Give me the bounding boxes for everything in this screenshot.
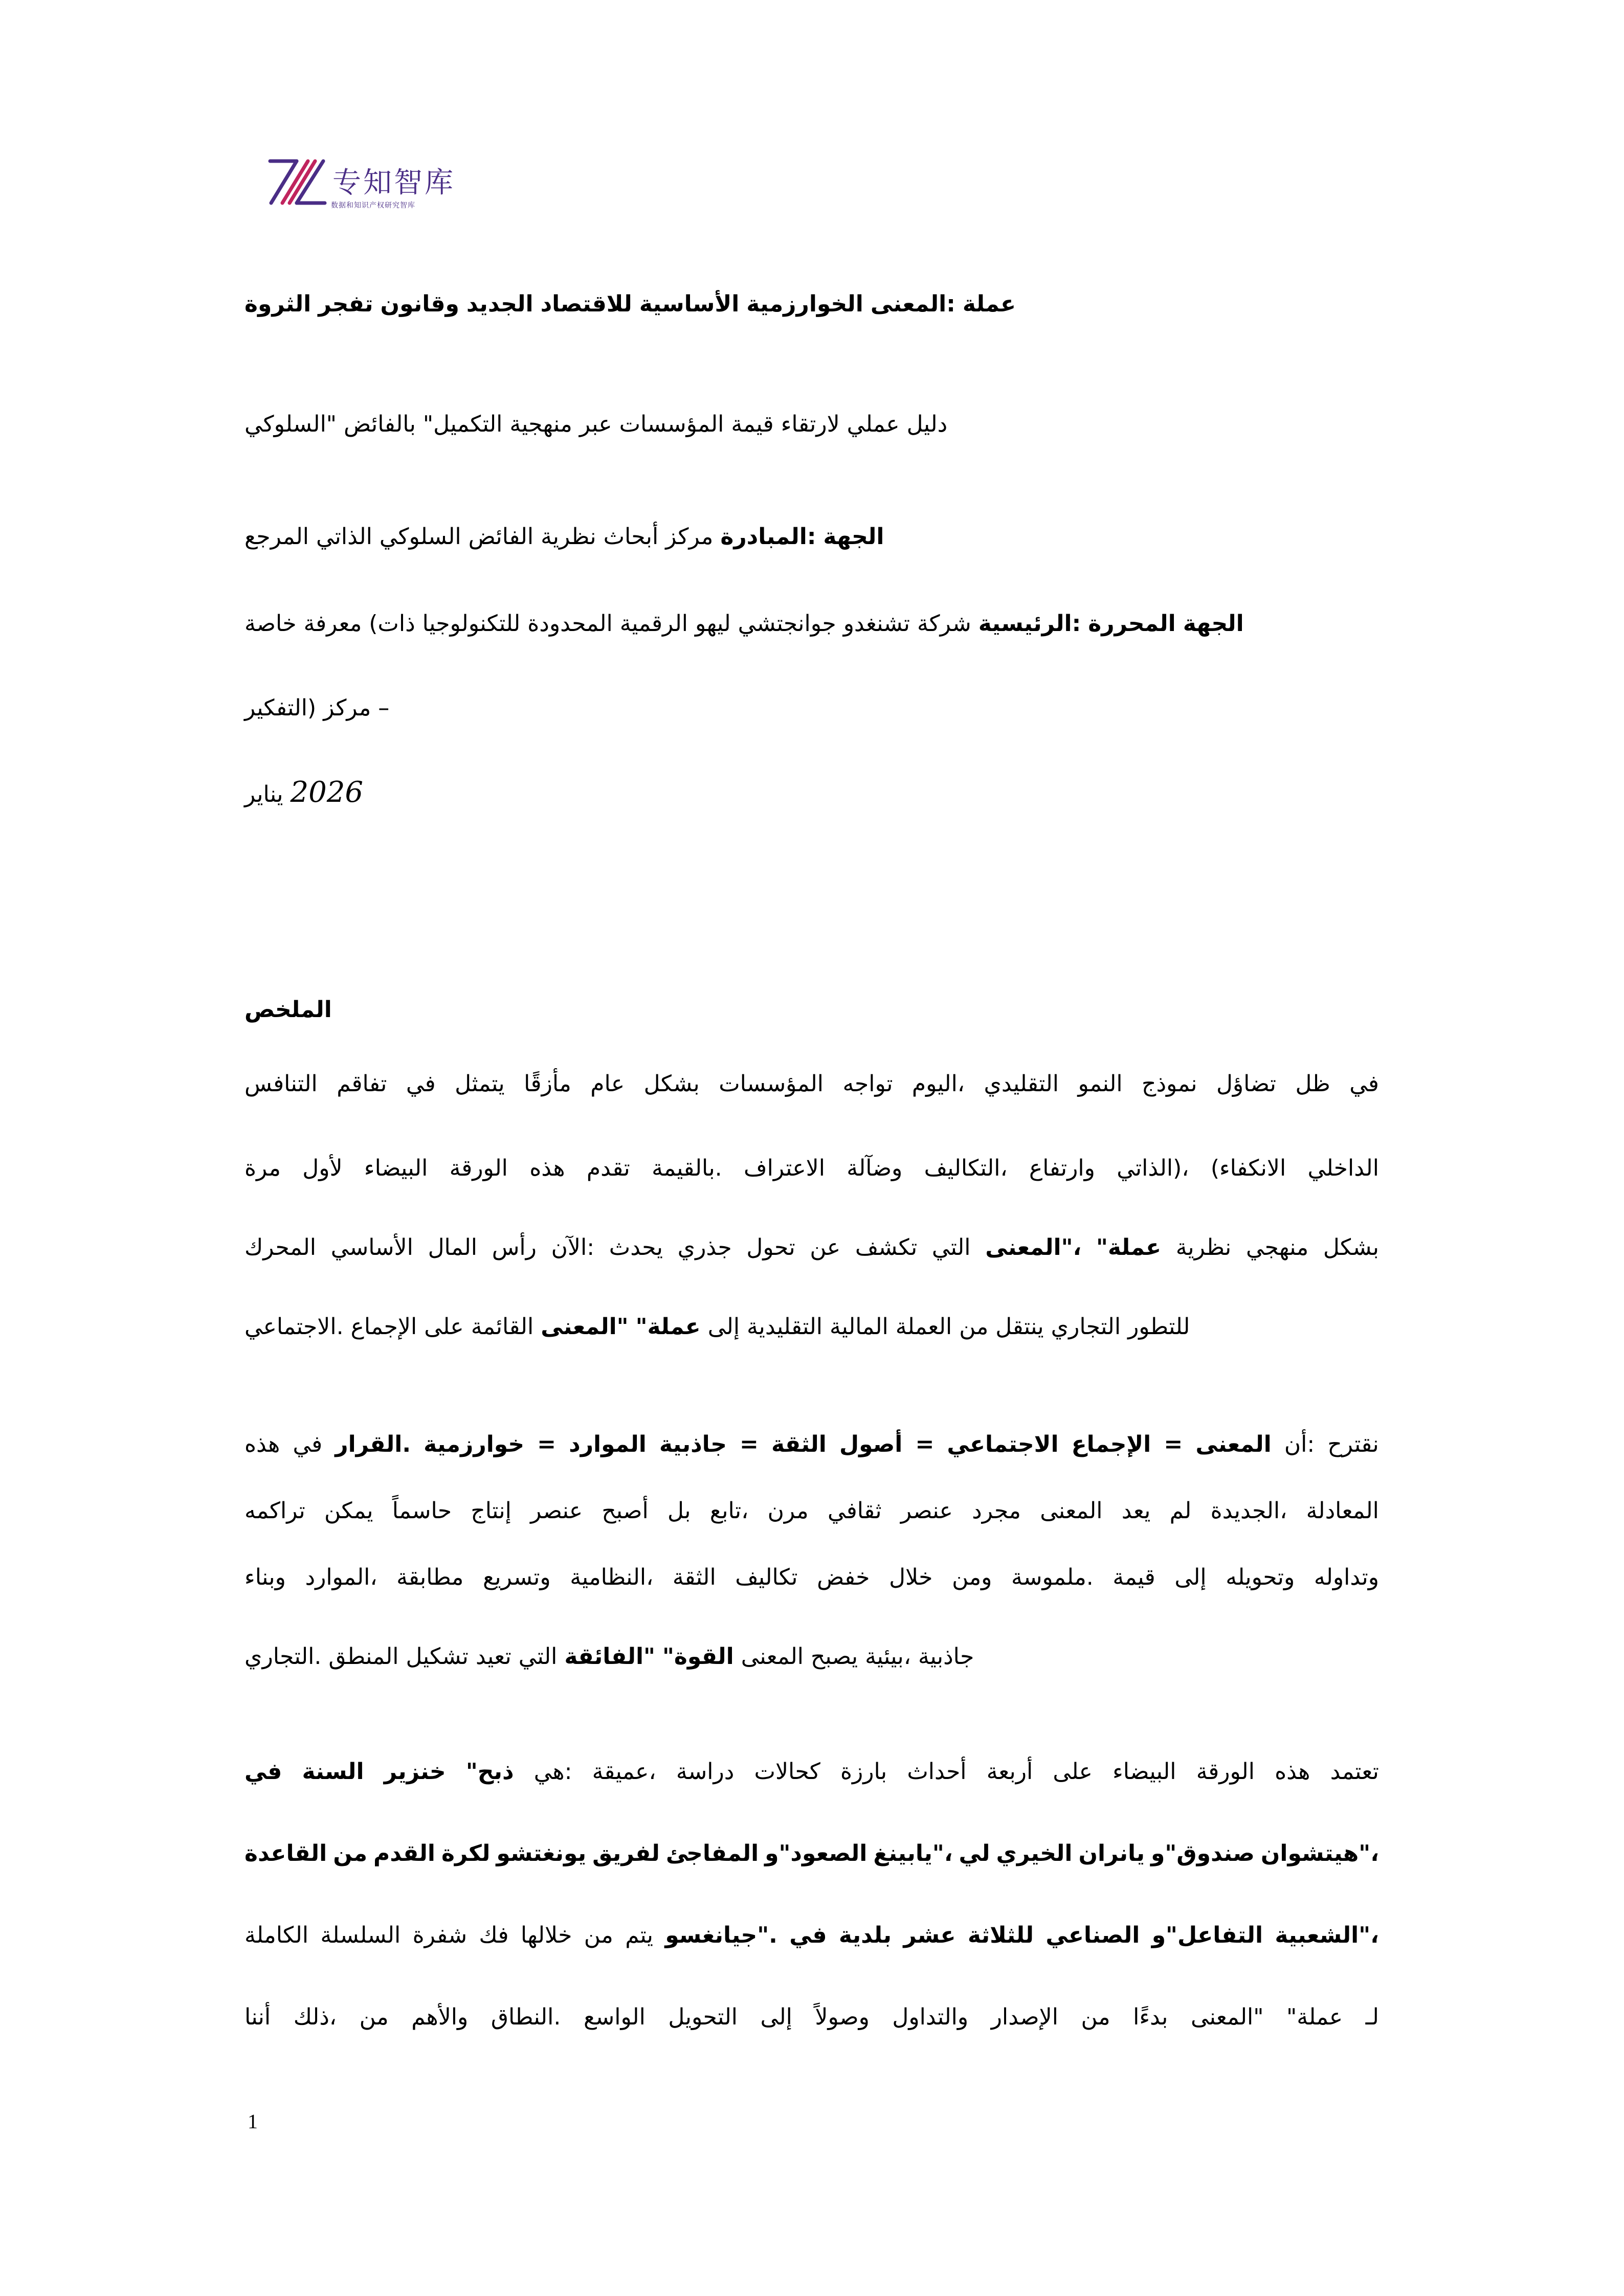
word: شركة: [917, 611, 971, 637]
word: الانكفاء): [1210, 1155, 1286, 1181]
word: جاذبية: [659, 1431, 727, 1457]
word: السلسلة: [320, 1922, 401, 1948]
word: نموذج: [1142, 1071, 1197, 1097]
abstract-paragraph-2-line: [244, 1424, 1379, 1465]
word: لارتقاء: [781, 411, 840, 437]
word: يحدث: [609, 1234, 663, 1260]
abstract-heading-text: الملخص: [244, 997, 332, 1023]
word: أصول: [839, 1431, 903, 1457]
document-title: [244, 284, 1379, 325]
word: الخوارزمية: [746, 291, 863, 317]
abstract-paragraph-1-line: [244, 1227, 1379, 1268]
page-number: 1: [248, 2110, 258, 2133]
word: القدم: [373, 1840, 435, 1866]
word: التفاعل"و: [1151, 1922, 1263, 1948]
word: (التفكير: [244, 695, 317, 721]
date-year: 2026: [290, 776, 363, 809]
word: ."جيانغسو: [665, 1922, 777, 1948]
abstract-paragraph-1-line: [244, 1307, 1379, 1347]
word: في: [244, 1759, 282, 1785]
word: عنصر: [900, 1498, 953, 1524]
word: دراسة: [676, 1759, 735, 1785]
word: ينتقل: [995, 1314, 1044, 1340]
abstract-paragraph-2-line: [244, 1636, 1379, 1677]
word: مركز: [665, 524, 714, 550]
word: المعنى: [1195, 1431, 1272, 1457]
word: .النطاق: [491, 2004, 561, 2030]
word: إلى: [760, 2004, 792, 2030]
word: المرجع: [244, 524, 309, 550]
word: "السلوكي: [244, 411, 337, 437]
word: السنة: [302, 1759, 364, 1785]
word: الأساسي: [330, 1234, 413, 1260]
logo: [266, 156, 471, 212]
word: جوانجتشي: [738, 611, 836, 637]
word: قيمة: [1113, 1564, 1155, 1590]
word: :الرئيسية: [978, 611, 1081, 637]
word: إلى: [707, 1314, 740, 1340]
word: بلدية: [838, 1922, 892, 1948]
word: مرن: [767, 1498, 809, 1524]
word: بل: [667, 1498, 691, 1524]
word: الثروة: [244, 291, 312, 317]
word: "المعنى: [541, 1314, 629, 1340]
word: عملة": [1096, 1234, 1162, 1260]
word: نقترح: [1327, 1431, 1379, 1457]
word: ،"هيتشوان: [1260, 1840, 1379, 1866]
word: مرة: [244, 1155, 281, 1181]
word: ،اليوم: [911, 1071, 965, 1097]
word: الذاتي: [316, 524, 372, 550]
word: ،بيئية: [865, 1644, 911, 1670]
word: تكاليف: [735, 1564, 798, 1590]
logo-subtitle: 数据和知识产权研究智库: [331, 201, 415, 210]
word: المعنى: [741, 1644, 804, 1670]
word: وتسريع: [482, 1564, 551, 1590]
word: عشر: [903, 1922, 956, 1948]
word: ذبح": [465, 1759, 514, 1785]
word: من: [959, 1314, 989, 1340]
word: :المبادرة: [720, 524, 816, 550]
word: البيضاء: [364, 1155, 428, 1181]
word: جذري: [677, 1234, 732, 1260]
word: الصناعي: [1045, 1922, 1140, 1948]
word: وقانون: [380, 291, 459, 317]
word: المعنى: [1040, 1498, 1103, 1524]
document-subtitle: [244, 404, 1379, 445]
date-month: يناير: [244, 781, 283, 807]
word: ومن: [952, 1564, 992, 1590]
word: القاعدة: [244, 1840, 327, 1866]
word: خنزير: [384, 1759, 446, 1785]
word: عام: [590, 1071, 625, 1097]
word: مجرد: [972, 1498, 1021, 1524]
word: هذه: [244, 1431, 280, 1457]
word: ذات): [369, 611, 415, 637]
word: الاعتراف: [744, 1155, 825, 1181]
word: لفريق: [592, 1840, 660, 1866]
word: لكرة: [441, 1840, 491, 1866]
word: تفاقم: [337, 1071, 387, 1097]
word: الاجتماعي: [947, 1431, 1059, 1457]
word: للتطور: [1128, 1314, 1190, 1340]
word: منهجية: [509, 411, 572, 437]
word: يتمثل: [455, 1071, 505, 1097]
word: مأزقًا: [524, 1071, 571, 1097]
word: بارزة: [840, 1759, 887, 1785]
word: الصعود"و: [765, 1840, 867, 1866]
word: وبناء: [244, 1564, 286, 1590]
word: خلالها: [520, 1922, 572, 1948]
abstract-paragraph-1-line: [244, 1148, 1379, 1189]
word: أبحاث: [603, 524, 659, 550]
word: وصولاً: [815, 2004, 870, 2030]
word: الثقة: [771, 1431, 827, 1457]
word: النمو: [1078, 1071, 1123, 1097]
abstract-paragraph-3-line: [244, 1997, 1379, 2038]
word: القائمة: [471, 1314, 534, 1340]
word: الثقة: [672, 1564, 716, 1590]
word: منهجي: [1245, 1234, 1309, 1260]
word: المؤسسات: [719, 1071, 824, 1097]
word: وتحويله: [1226, 1564, 1295, 1590]
word: المعادلة: [1306, 1498, 1379, 1524]
word: التقليدية: [747, 1314, 822, 1340]
word: =: [537, 1431, 557, 1457]
word: والتداول: [892, 2004, 969, 2030]
word: التحويل: [668, 2004, 738, 2030]
word: دليل: [906, 411, 948, 437]
word: أحداث: [907, 1759, 967, 1785]
word: تواجه: [842, 1071, 893, 1097]
abstract-paragraph-3-line: [244, 1833, 1379, 1874]
word: الداخلي: [1307, 1155, 1379, 1181]
word: يصبح: [811, 1644, 858, 1670]
logo-mark-icon: [266, 156, 330, 210]
word: عملة": [1286, 2004, 1343, 2030]
word: عملة": [635, 1314, 701, 1340]
word: تضاؤل: [1216, 1071, 1276, 1097]
word: التي: [518, 1644, 558, 1670]
word: من: [1081, 2004, 1110, 2030]
word: أننا: [244, 2004, 271, 2030]
word: تشنغدو: [843, 611, 910, 637]
word: يتم: [625, 1922, 653, 1948]
word: ،عميقة: [592, 1759, 656, 1785]
word: :المعنى: [870, 291, 955, 317]
word: الفائض: [468, 524, 534, 550]
word: بالفائض: [344, 411, 416, 437]
word: :أن: [1284, 1431, 1315, 1457]
word: خفض: [817, 1564, 870, 1590]
word: ،"الشعبية: [1275, 1922, 1379, 1948]
word: .ملموسة: [1011, 1564, 1094, 1590]
word: لي: [959, 1840, 990, 1866]
word: كحالات: [754, 1759, 820, 1785]
word: "الفائقة: [564, 1644, 655, 1670]
word: والأهم: [411, 2004, 469, 2030]
word: بشكل: [1323, 1234, 1379, 1260]
word: =: [740, 1431, 759, 1457]
word: تقدم: [586, 1155, 630, 1181]
word: معرفة: [303, 611, 362, 637]
word: لم: [1169, 1498, 1192, 1524]
word: الورقة: [1196, 1759, 1255, 1785]
word: رأس: [492, 1234, 537, 1260]
word: الواسع: [583, 2004, 646, 2030]
word: .القرار: [335, 1431, 411, 1457]
editor-line: [244, 603, 1379, 644]
word: لـ: [1365, 2004, 1379, 2030]
word: الإصدار: [991, 2004, 1058, 2030]
word: في: [406, 1071, 436, 1097]
word: من: [333, 1840, 368, 1866]
word: في: [293, 1431, 323, 1457]
word: تكشف: [855, 1234, 918, 1260]
word: على: [1053, 1759, 1093, 1785]
word: عنصر: [530, 1498, 583, 1524]
word: من: [359, 2004, 389, 2030]
word: .التجاري: [244, 1644, 322, 1670]
word: وارتفاع: [1029, 1155, 1095, 1181]
word: تشكيل: [406, 1644, 469, 1670]
word: ،النظامية: [570, 1564, 654, 1590]
word: الجهة: [1183, 611, 1244, 637]
word: صندوق"و: [1151, 1840, 1255, 1866]
word: تعتمد: [1330, 1759, 1379, 1785]
word: إلى: [1174, 1564, 1207, 1590]
initiator-line: [244, 516, 1379, 557]
word: التكميل": [422, 411, 503, 437]
abstract-paragraph-3-line: [244, 1915, 1379, 1956]
word: الأساسية: [639, 291, 740, 317]
word: على: [424, 1314, 464, 1340]
abstract-paragraph-3-line: [244, 1751, 1379, 1792]
word: يونغتشو: [496, 1840, 587, 1866]
word: التجاري: [1051, 1314, 1121, 1340]
word: .بالقيمة: [652, 1155, 722, 1181]
word: لأول: [302, 1155, 343, 1181]
word: عبر: [579, 411, 612, 437]
word: يانران: [1078, 1840, 1145, 1866]
word: :الآن: [551, 1234, 595, 1260]
word: المحررة: [1088, 611, 1176, 637]
word: هذه: [1275, 1759, 1310, 1785]
word: ،تابع: [709, 1498, 749, 1524]
logo-title: 专知智库: [332, 166, 455, 199]
word: تعيد: [475, 1644, 511, 1670]
word: قيمة: [731, 411, 774, 437]
word: عملة: [962, 291, 1016, 317]
word: =: [1164, 1431, 1183, 1457]
word: فك: [479, 1922, 509, 1948]
word: جاذبية: [918, 1644, 974, 1670]
word: عملي: [847, 411, 900, 437]
word: ظل: [1295, 1071, 1330, 1097]
word: أصبح: [602, 1498, 649, 1524]
word: :هي: [533, 1759, 572, 1785]
word: ليهو: [695, 611, 731, 637]
word: الكاملة: [244, 1922, 309, 1948]
word: حاسماً: [392, 1498, 452, 1524]
word: المحدودة: [527, 611, 613, 637]
word: المالية: [830, 1314, 888, 1340]
word: يمكن: [324, 1498, 373, 1524]
word: المؤسسات: [619, 411, 724, 437]
abstract-paragraph-2-line: [244, 1491, 1379, 1532]
word: المحرك: [244, 1234, 317, 1260]
word: أربعة: [986, 1759, 1033, 1785]
word: المال: [428, 1234, 478, 1260]
word: من: [584, 1922, 613, 1948]
word: ثقافي: [828, 1498, 882, 1524]
word: السلوكي: [379, 524, 461, 550]
word: في: [1349, 1071, 1379, 1097]
word: بدءًا: [1133, 2004, 1168, 2030]
abstract-heading: [244, 989, 1379, 1030]
word: ،ذلك: [293, 2004, 337, 2030]
word: وضآلة: [847, 1155, 903, 1181]
word: التي: [931, 1234, 971, 1260]
word: الإجماع: [350, 1314, 417, 1340]
abstract-paragraph-2-line: [244, 1557, 1379, 1598]
word: للتكنولوجيا: [422, 611, 521, 637]
word: تراكمه: [244, 1498, 305, 1524]
word: عن: [810, 1234, 841, 1260]
word: المفاجئ: [665, 1840, 759, 1866]
word: الجديد: [466, 291, 533, 317]
word: بشكل: [643, 1071, 700, 1097]
word: المنطق: [328, 1644, 399, 1670]
word: "المعنى: [1190, 2004, 1264, 2030]
word: هذه: [529, 1155, 565, 1181]
word: الخيري: [996, 1840, 1073, 1866]
word: الورقة: [449, 1155, 508, 1181]
word: ،التكاليف: [924, 1155, 1008, 1181]
word: ،(الذاتي: [1117, 1155, 1189, 1181]
word: شفرة: [412, 1922, 468, 1948]
word: في: [789, 1922, 827, 1948]
word: إنتاج: [471, 1498, 511, 1524]
date-line: [244, 772, 1379, 813]
word: العملة: [895, 1314, 952, 1340]
editor-line-cont: [244, 688, 1379, 729]
word: الجهة: [823, 524, 884, 550]
word: وتداوله: [1314, 1564, 1379, 1590]
word: تفجر: [318, 291, 373, 317]
word: نظرية: [541, 524, 596, 550]
word: =: [915, 1431, 935, 1457]
word: ،الجديدة: [1210, 1498, 1287, 1524]
abstract-paragraph-1-line: [244, 1064, 1379, 1105]
word: ،"المعنى: [985, 1234, 1082, 1260]
word: نظرية: [1175, 1234, 1232, 1260]
word: ،الموارد: [305, 1564, 377, 1590]
word: للثلاثة: [967, 1922, 1034, 1948]
word: .الاجتماعي: [244, 1314, 344, 1340]
word: الموارد: [569, 1431, 647, 1457]
word: –: [378, 695, 390, 721]
word: ،"يابينغ: [873, 1840, 953, 1866]
word: تحول: [746, 1234, 795, 1260]
word: القوة": [662, 1644, 734, 1670]
word: مركز: [323, 695, 371, 721]
word: الرقمية: [619, 611, 688, 637]
word: مطابقة: [396, 1564, 464, 1590]
word: خاصة: [244, 611, 297, 637]
word: التنافس: [244, 1071, 318, 1097]
word: يعد: [1121, 1498, 1151, 1524]
word: البيضاء: [1113, 1759, 1176, 1785]
word: التقليدي: [984, 1071, 1059, 1097]
word: خلال: [889, 1564, 933, 1590]
word: الإجماع: [1071, 1431, 1151, 1457]
word: للاقتصاد: [540, 291, 632, 317]
word: خوارزمية: [424, 1431, 525, 1457]
